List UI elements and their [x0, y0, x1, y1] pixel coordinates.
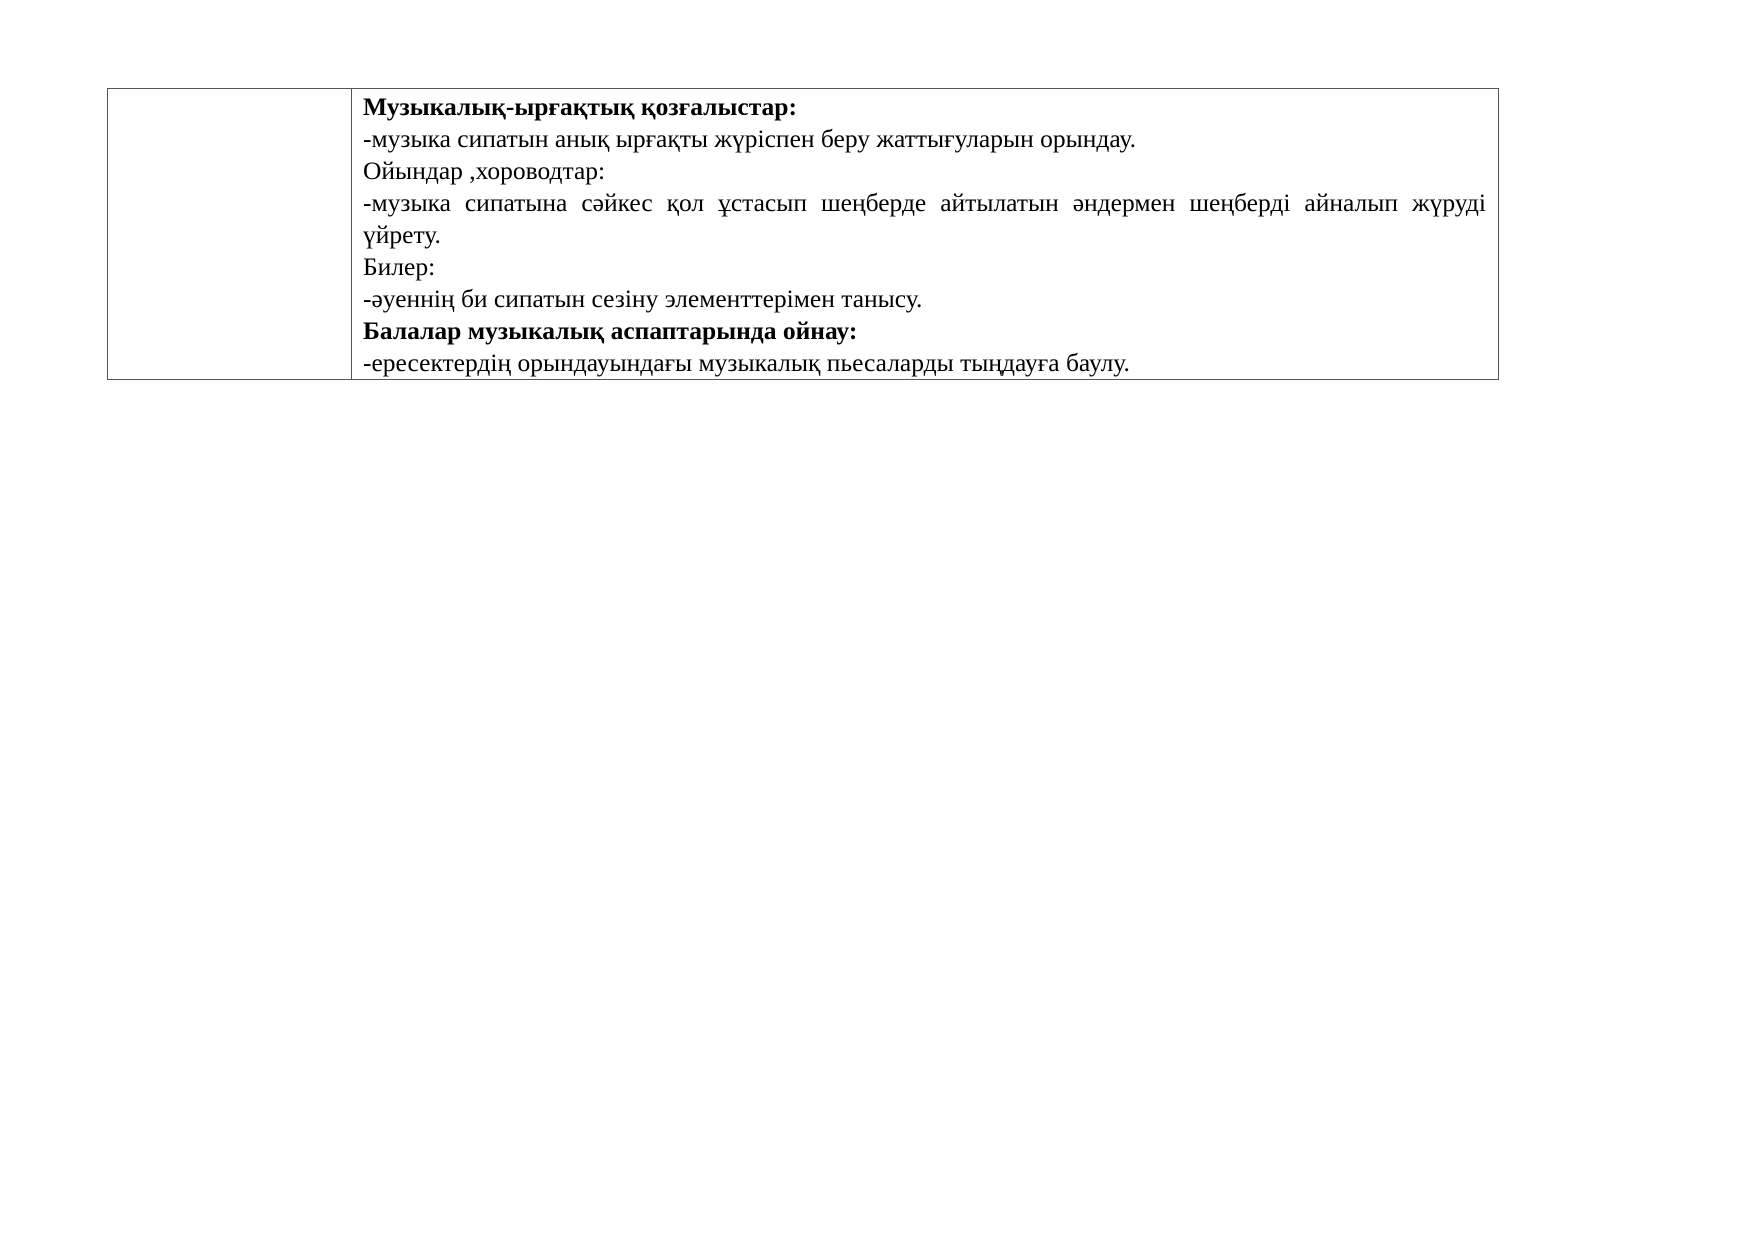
heading-games-round-dances: Ойындар ,хороводтар:	[363, 156, 606, 185]
item-rhythmic-movements: -музыка сипатын анық ырғақты жүріспен беру жаттығуларын орындау.	[363, 124, 1136, 153]
item-dances: -әуеннің би сипатын сезіну элементтерімен танысу.	[363, 284, 923, 313]
table-cell-left	[108, 89, 352, 380]
content-table	[107, 88, 1499, 380]
item-games-round-dances: -музыка сипатына сәйкес қол ұстасып шеңберде айтылатын әндермен шеңберді айналып жүруді үйрету.	[363, 188, 1486, 249]
item-children-instruments: -ересектердің орындауындағы музыкалық пьесаларды тыңдауға баулу.	[363, 348, 1130, 377]
table-row	[108, 89, 1499, 380]
heading-dances: Билер:	[363, 252, 436, 281]
table-cell-right	[352, 89, 1499, 380]
heading-rhythmic-movements: Музыкалық-ырғақтық қозғалыстар:	[363, 92, 797, 121]
heading-children-instruments: Балалар музыкалық аспаптарында ойнау:	[363, 316, 858, 345]
